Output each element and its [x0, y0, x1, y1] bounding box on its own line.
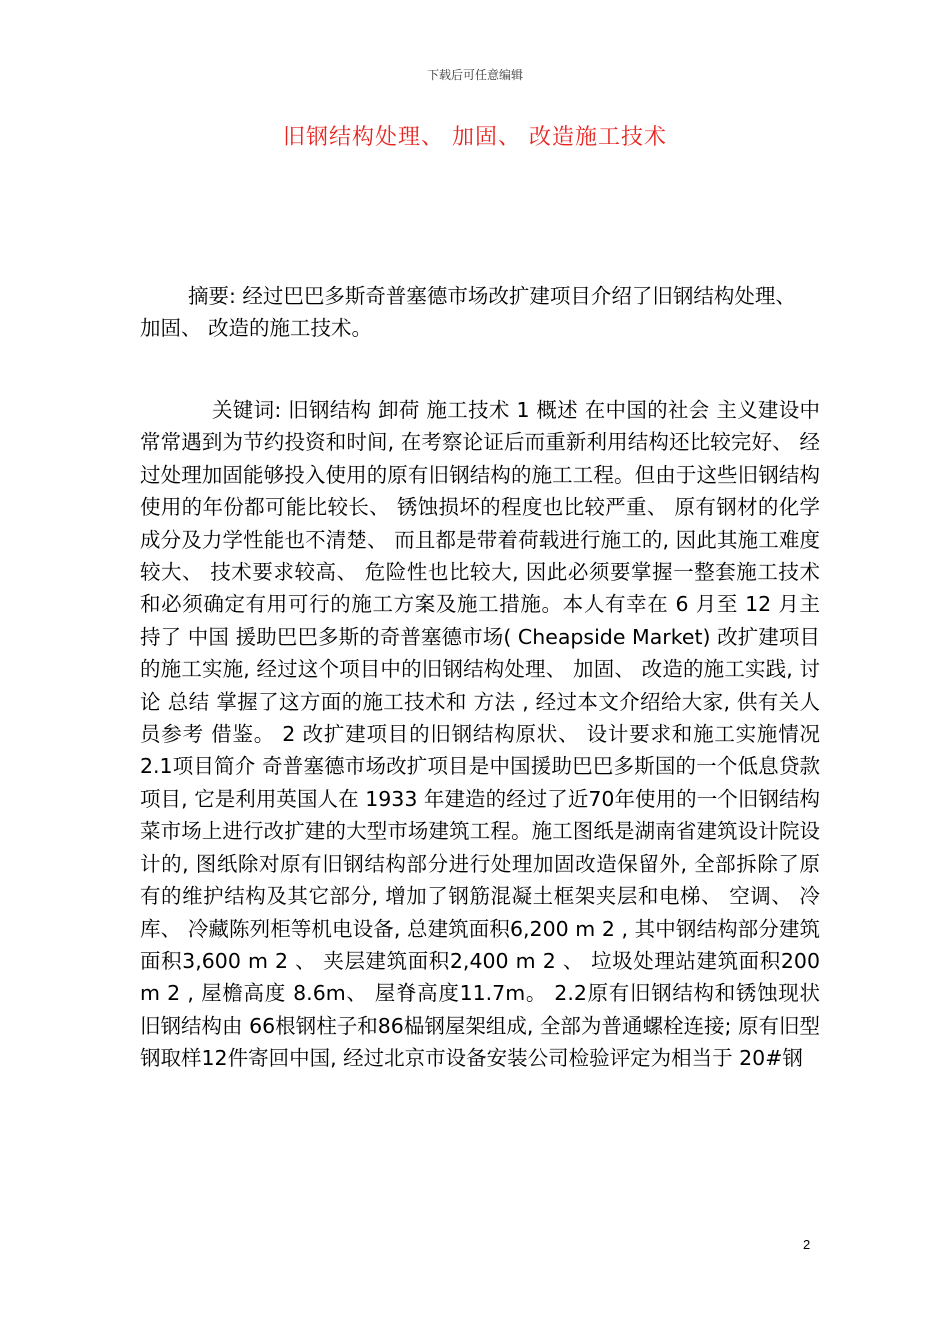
- document-title: 旧钢结构处理、 加固、 改造施工技术: [283, 125, 667, 150]
- page-number: 2: [803, 1237, 811, 1252]
- body-paragraph: 关键词: 旧钢结构 卸荷 施工技术 1 概述 在中国的社会 主义建设中常常遇到为节约投资和时间, 在考察论证后而重新利用结构还比较完好、 经过处理加固能够投入使用的原有旧钢结构的施工工程。但由于这些旧钢结构使用的年份都可能比较长、 锈蚀损坏的程度也比较严重、 原有钢材的化学成分及力学性能也不清楚、 而且都是带着荷载进行施工的, 因此其施工难度较大、 技术要求较高、 危险性也比较大, 因此必须要掌握一整套施工技术和必须确定有用可行的施工方案及施工措施。本人有幸在 6 月至 12 月主持了 中国 援助巴巴多斯的奇普塞德市场( Cheapside Market) 改扩建项目的施工实施, 经过这个项目中的旧钢结构处理、 加固、 改造的施工实践, 讨论 总结 掌握了这方面的施工技术和 方法 , 经过本文介绍给大家, 供有关人员参考 借鉴。 2 改扩建项目的旧钢结构原状、 设计要求和施工实施情况 2.1项目简介 奇普塞德市场改扩项目是中国援助巴巴多斯国的一个低息贷款项目, 它是利用英国人在 1933 年建造的经过了近70年使用的一个旧钢结构菜市场上进行改扩建的大型市场建筑工程。施工图纸是湖南省建筑设计院设计的, 图纸除对原有旧钢结构部分进行处理加固改造保留外, 全部拆除了原有的维护结构及其它部分, 增加了钢筋混凝土框架夹层和电梯、 空调、 冷库、 冷藏陈列柜等机电设备, 总建筑面积6,200 m 2 , 其中钢结构部分建筑面积3,600 m 2 、 夹层建筑面积2,400 m 2 、 垃圾处理站建筑面积200 m 2 , 屋檐高度 8.6m、 屋脊高度11.7m。 2.2原有旧钢结构和锈蚀现状 旧钢结构由 66根钢柱子和86榀钢屋架组成, 全部为普通螺栓连接; 原有旧型钢取样12件寄回中国, 经过北京市设备安装公司检验评定为相当于 20#钢: [140, 398, 820, 1071]
- abstract-paragraph: 摘要: 经过巴巴多斯奇普塞德市场改扩建项目介绍了旧钢结构处理、 加固、 改造的施工技术。: [140, 284, 796, 340]
- header-note: 下载后可任意编辑: [426, 68, 523, 82]
